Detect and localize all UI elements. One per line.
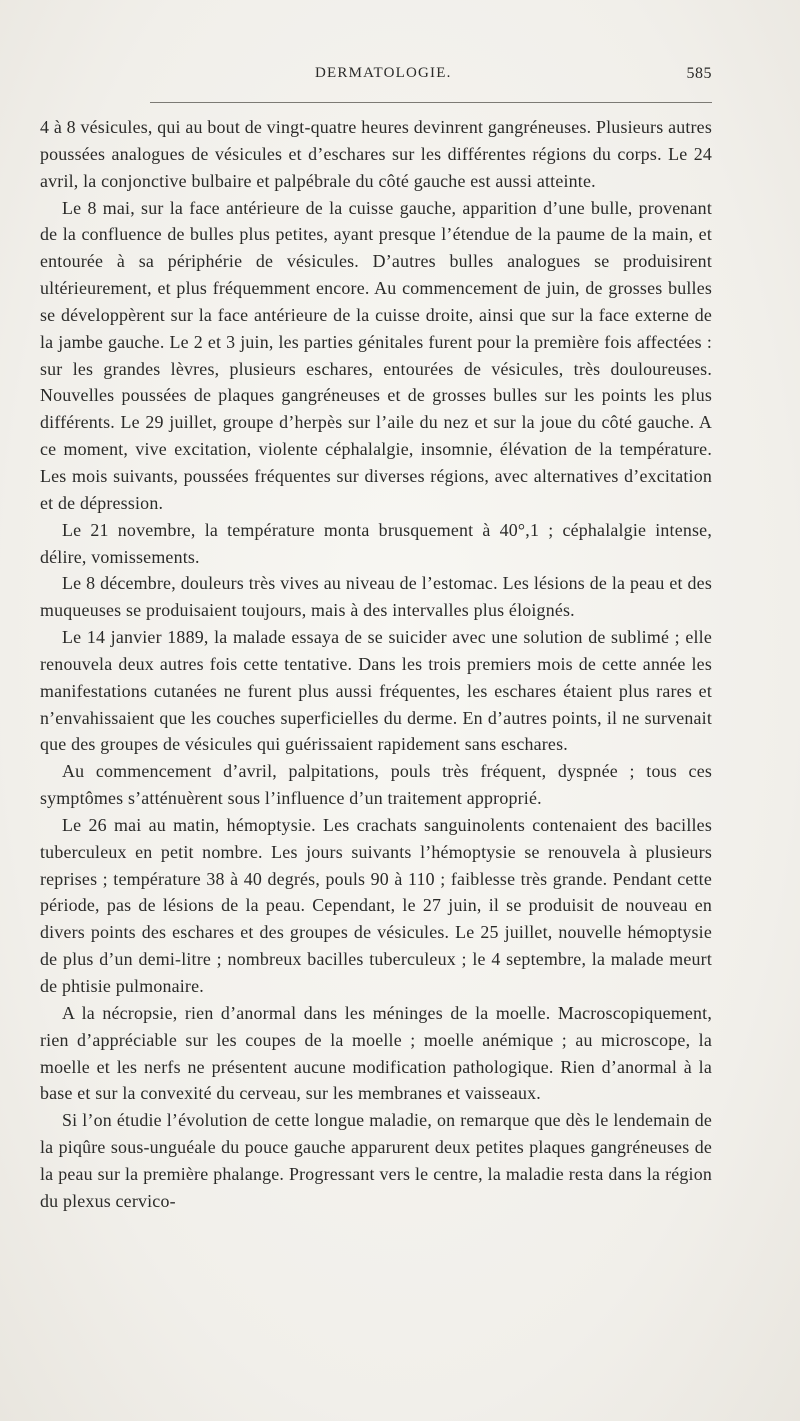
header-rule bbox=[150, 102, 712, 103]
paragraph: Le 21 novembre, la température monta brusquement à 40°,1 ; céphalalgie intense, délire, vomissements. bbox=[40, 519, 712, 567]
page-number: 585 bbox=[686, 65, 712, 82]
paragraph: Le 26 mai au matin, hémoptysie. Les crachats sanguinolents contenaient des bacilles tuberculeux en petit nombre. Les jours suivants l’hémoptysie se renouvela à plusieurs reprises ; température 38 à 40 degrés, pouls 90 à 110 ; faiblesse très grande. Pendant cette période, pas de lésions de la peau. Cependant, le 27 juin, il se produisit de nouveau en divers points des eschares et des groupes de vésicules. Le 25 juillet, nouvelle hémoptysie de plus d’un demi-litre ; nombreux bacilles tuberculeux ; le 4 septembre, la malade meurt de phtisie pulmonaire. bbox=[40, 814, 712, 996]
paragraph: Le 8 décembre, douleurs très vives au niveau de l’estomac. Les lésions de la peau et des muqueuses se produisaient toujours, mais à des intervalles plus éloignés. bbox=[40, 573, 712, 621]
running-title: DERMATOLOGIE. bbox=[315, 65, 452, 81]
paragraph: A la nécropsie, rien d’anormal dans les méninges de la moelle. Macroscopiquement, rien d’appréciable sur les coupes de la moelle ; moelle anémique ; au microscope, la moelle et les nerfs ne présentent aucune modification pathologique. Rien d’anormal à la base et sur la convexité du cerveau, sur les membranes et vaisseaux. bbox=[40, 1002, 712, 1104]
paragraph: Au commencement d’avril, palpitations, pouls très fréquent, dyspnée ; tous ces symptômes s’atténuèrent sous l’influence d’un traitement approprié. bbox=[40, 761, 712, 809]
paragraph: Le 8 mai, sur la face antérieure de la cuisse gauche, apparition d’une bulle, provenant de la confluence de bulles plus petites, ayant presque l’étendue de la paume de la main, et entourée à sa périphérie de vésicules. D’autres bulles analogues se produisirent ultérieurement, et plus fréquemment encore. Au commencement de juin, de grosses bulles se développèrent sur la face antérieure de la cuisse droite, ainsi que sur la face externe de la jambe gauche. Le 2 et 3 juin, les parties génitales furent pour la première fois affectées : sur les grandes lèvres, plusieurs eschares, entourées de vésicules, très douloureuses. Nouvelles poussées de plaques gangréneuses et de grosses bulles sur les points les plus différents. Le 29 juillet, groupe d’herpès sur l’aile du nez et sur la joue du côté gauche. A ce moment, vive excitation, violente céphalalgie, insomnie, élévation de la température. Les mois suivants, poussées fréquentes sur diverses régions, avec alternatives d’excitation et de dépression. bbox=[40, 197, 712, 513]
body-text bbox=[40, 114, 712, 1215]
running-header bbox=[40, 62, 712, 86]
paragraph: Si l’on étudie l’évolution de cette longue maladie, on remarque que dès le lendemain de la piqûre sous-unguéale du pouce gauche apparurent deux petites plaques gangréneuses de la peau sur la première phalange. Progressant vers le centre, la maladie resta dans la région du plexus cervico- bbox=[40, 1110, 712, 1211]
paragraph: 4 à 8 vésicules, qui au bout de vingt-quatre heures devinrent gangréneuses. Plusieurs autres poussées analogues de vésicules et d’eschares sur les différentes régions du corps. Le 24 avril, la conjonctive bulbaire et palpébrale du côté gauche est aussi atteinte. bbox=[40, 117, 712, 191]
paragraph: Le 14 janvier 1889, la malade essaya de se suicider avec une solution de sublimé ; elle renouvela deux autres fois cette tentative. Dans les trois premiers mois de cette année les manifestations cutanées ne furent plus aussi fréquentes, les eschares étaient plus rares et n’envahissaient que les couches superficielles du derme. En d’autres points, il ne survenait que des groupes de vésicules qui guérissaient rapidement sans eschares. bbox=[40, 627, 712, 755]
